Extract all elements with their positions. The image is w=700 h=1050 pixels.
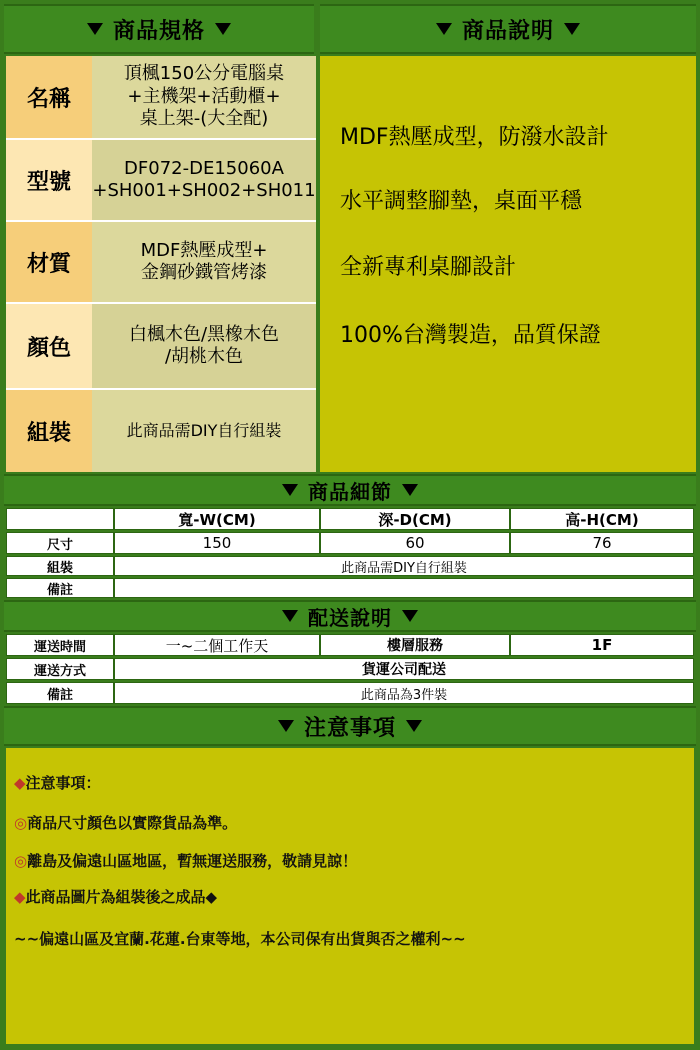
delivery-remark-label: 備註 [6, 682, 114, 704]
spec-label-model: 型號 [6, 140, 92, 220]
notice-line-2: ◎商品尺寸顏色以實際貨品為準。 [14, 814, 238, 832]
diamond-bullet-icon: ◆ [14, 888, 26, 906]
detail-remark-label: 備註 [6, 578, 114, 598]
detail-assembly-label: 組裝 [6, 556, 114, 576]
spec-label-color: 顏色 [6, 304, 92, 388]
detail-header-title: 商品細節 [308, 479, 392, 504]
delivery-header-title: 配送說明 [308, 605, 392, 630]
notice-line-4: ◆此商品圖片為組裝後之成品◆ [14, 888, 218, 906]
detail-size-depth: 60 [320, 532, 510, 554]
notice-line-3: ◎離島及偏遠山區地區，暫無運送服務，敬請見諒！ [14, 852, 358, 870]
triangle-down-icon [87, 23, 103, 35]
spec-header-title: 商品規格 [112, 18, 205, 44]
delivery-time-value: 一~二個工作天 [114, 634, 320, 656]
spec-value-color: 白楓木色/黑橡木色 /胡桃木色 [92, 304, 316, 388]
desc-line-4: 100%台灣製造，品質保證 [340, 323, 601, 348]
notice-header-title: 注意事項 [303, 715, 396, 741]
delivery-method-label: 運送方式 [6, 658, 114, 680]
detail-remark-value [114, 578, 694, 598]
detail-col-depth: 深-D(CM) [320, 508, 510, 530]
notice-line-1: ◆注意事項： [14, 774, 101, 792]
detail-size-label: 尺寸 [6, 532, 114, 554]
triangle-down-icon [215, 23, 231, 35]
desc-line-1: MDF熱壓成型，防潑水設計 [340, 125, 609, 150]
detail-size-width: 150 [114, 532, 320, 554]
detail-header [4, 474, 696, 506]
spec-value-material: MDF熱壓成型+ 金鋼砂鐵管烤漆 [92, 222, 316, 302]
spec-label-name: 名稱 [6, 56, 92, 138]
delivery-floor-value: 1F [510, 634, 694, 656]
delivery-method-value: 貨運公司配送 [114, 658, 694, 680]
desc-header [320, 4, 696, 54]
spec-table [6, 56, 316, 472]
notice-header [4, 706, 696, 746]
circle-bullet-icon: ◎ [14, 852, 28, 870]
notice-line-5: ~~偏遠山區及宜蘭.花蓮.台東等地，本公司保有出貨與否之權利~~ [14, 930, 466, 948]
desc-header-title: 商品說明 [461, 18, 554, 44]
desc-line-3: 全新專利桌腳設計 [340, 255, 517, 280]
triangle-down-icon [406, 720, 422, 732]
desc-line-2: 水平調整腳墊，桌面平穩 [340, 189, 583, 214]
circle-bullet-icon: ◎ [14, 814, 28, 832]
diamond-bullet-icon: ◆ [14, 774, 26, 792]
spec-value-model: DF072-DE15060A +SH001+SH002+SH011 [92, 140, 316, 220]
detail-assembly-value: 此商品需DIY自行組裝 [114, 556, 694, 576]
delivery-floor-label: 樓層服務 [320, 634, 510, 656]
spec-label-assembly: 組裝 [6, 390, 92, 472]
triangle-down-icon [282, 484, 298, 496]
triangle-down-icon [278, 720, 294, 732]
delivery-time-label: 運送時間 [6, 634, 114, 656]
spec-label-material: 材質 [6, 222, 92, 302]
detail-col-height: 高-H(CM) [510, 508, 694, 530]
spec-value-name: 頂楓150公分電腦桌 +主機架+活動櫃+ 桌上架-(大全配) [92, 56, 316, 138]
triangle-down-icon [402, 610, 418, 622]
triangle-down-icon [436, 23, 452, 35]
spec-header [4, 4, 314, 54]
spec-value-assembly: 此商品需DIY自行組裝 [92, 390, 316, 472]
detail-col-width: 寬-W(CM) [114, 508, 320, 530]
triangle-down-icon [402, 484, 418, 496]
delivery-header [4, 600, 696, 632]
detail-corner [6, 508, 114, 530]
triangle-down-icon [564, 23, 580, 35]
triangle-down-icon [282, 610, 298, 622]
detail-size-height: 76 [510, 532, 694, 554]
delivery-remark-value: 此商品為3件裝 [114, 682, 694, 704]
